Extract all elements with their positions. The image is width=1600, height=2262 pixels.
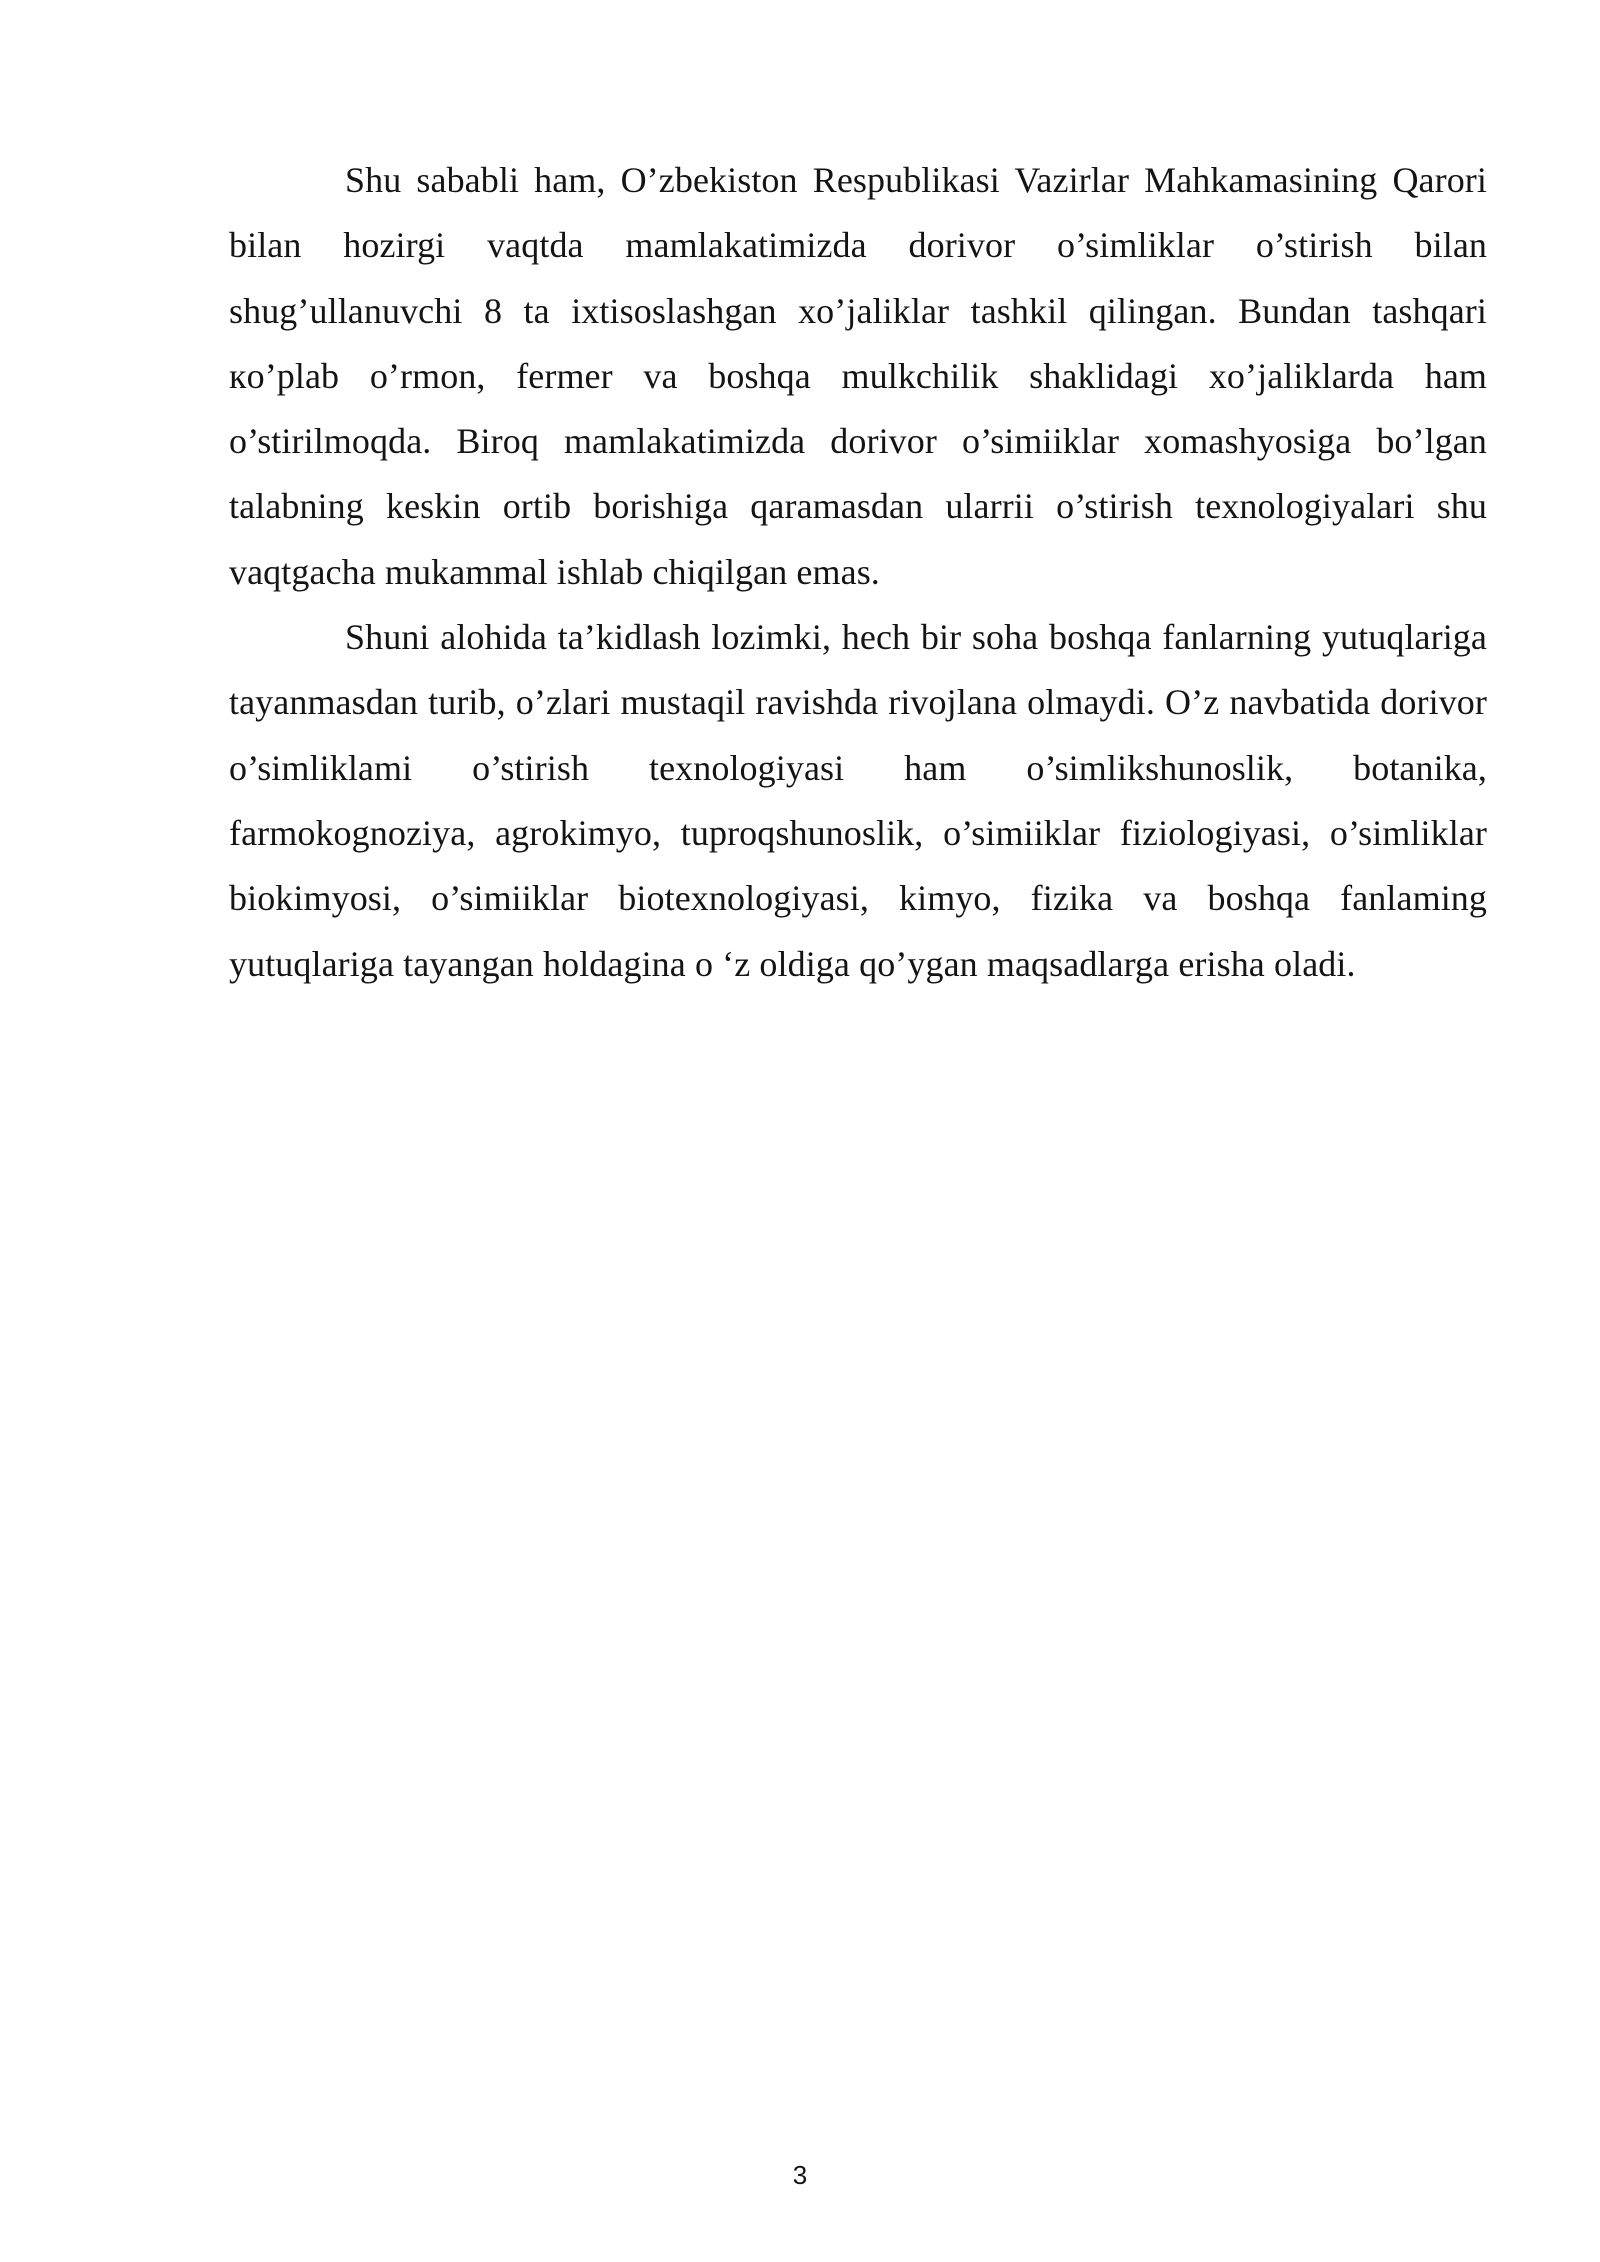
page-number: 3	[792, 2160, 808, 2190]
paragraph-1: Shu sababli ham, O’zbekiston Respublikasi Vazirlar Mahkamasining Qarori bilan hozirgi vaqtda mamlakatimizda dorivor o’simliklar o’stirish bilan shug’ullanuvchi 8 ta ixtisoslashgan xo’jaliklar tashkil qilingan. Bundan tashqari кo’plab o’rmon, fermer va boshqa mulkchilik shaklidagi xo’jaliklarda ham o’stirilmoqda. Biroq mamlakatimizda dorivor o’simiiklar xomashyosiga bo’lgan talabning keskin ortib borishiga qaramasdan ularrii o’stirish texnologiyalari shu vaqtgacha mukammal ishlab chiqilgan emas.	[229, 160, 1487, 592]
body-text	[229, 148, 1487, 997]
paragraph-2: Shuni alohida ta’kidlash lozimki, hech bir soha boshqa fanlarning yutuqlariga tayanmasdan turib, o’zlari mustaqil ravishda rivojlana olmaydi. O’z navbatida dorivor o’simliklami o’stirish texnologiyasi ham o’simlikshunoslik, botanika, farmokognoziya, agrokimyo, tuproqshunoslik, o’simiiklar fiziologiyasi, o’simliklar biokimyosi, o’simiiklar biotexnologiyasi, kimyo, fizika va boshqa fanlaming yutuqlariga tayangan holdagina o ‘z oldiga qo’ygan maqsadlarga erisha oladi.	[229, 617, 1487, 984]
